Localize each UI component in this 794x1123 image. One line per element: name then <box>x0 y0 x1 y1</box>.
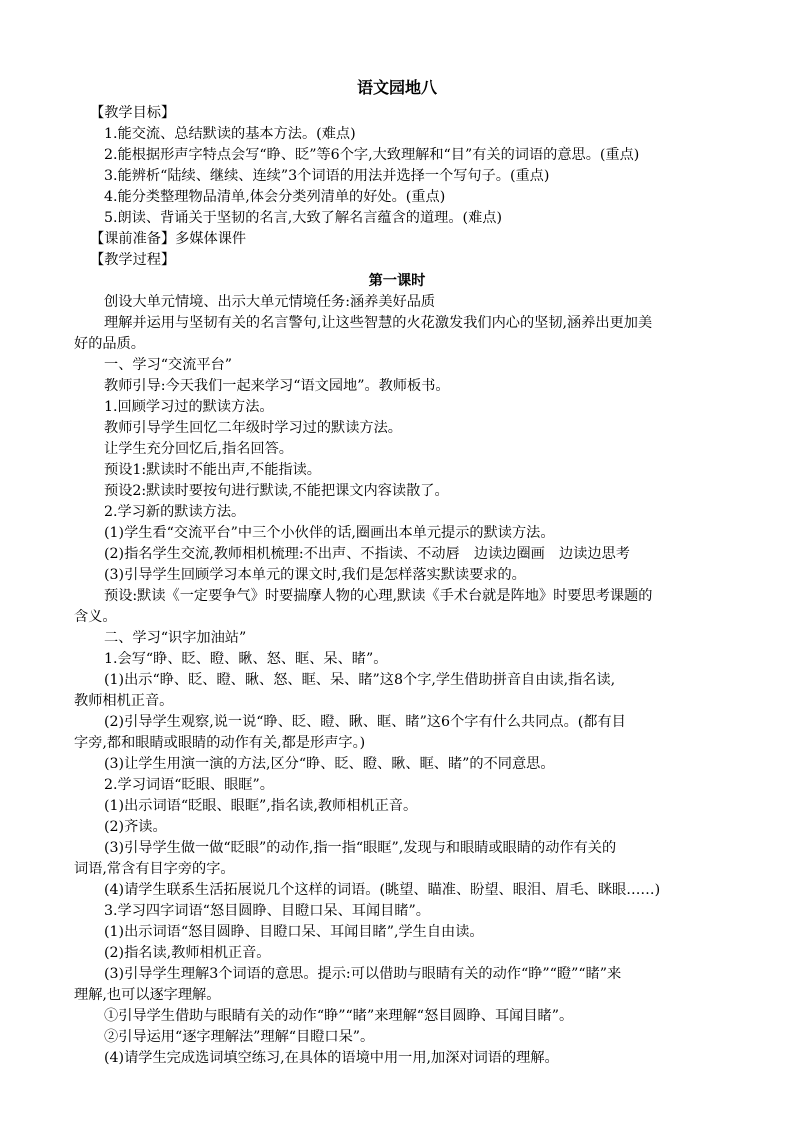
body-line: 预设:默读《一定要争气》时要揣摩人物的心理,默读《手术台就是阵地》时要思考课题的 <box>104 588 653 604</box>
body-line: (1)出示词语“怒目圆睁、目瞪口呆、耳闻目睹”,学生自由读。 <box>104 924 484 940</box>
body-line: 理解,也可以逐字理解。 <box>74 987 221 1003</box>
body-line: 词语,常含有目字旁的字。 <box>74 861 235 877</box>
body-line: 含义。 <box>74 609 117 625</box>
body-line: (1)学生看“交流平台”中三个小伙伴的话,圈画出本单元提示的默读方法。 <box>104 525 555 541</box>
goal-item: 3.能辨析“陆续、继续、连续”3个词语的用法并选择一个写句子。(重点) <box>104 168 550 184</box>
body-line: (2)指名读,教师相机正音。 <box>104 945 271 961</box>
document-title: 语文园地八 <box>356 78 437 97</box>
goal-item: 2.能根据形声字特点会写“睁、眨”等6个字,大致理解和“目”有关的词语的意思。(重点) <box>104 147 640 163</box>
body-line: 好的品质。 <box>74 336 145 352</box>
body-line: ②引导运用“逐字理解法”理解“目瞪口呆”。 <box>104 1029 375 1045</box>
body-line: (4)请学生完成选词填空练习,在具体的语境中用一用,加深对词语的理解。 <box>104 1050 559 1066</box>
body-line: (3)引导学生做一做“眨眼”的动作,指一指“眼眶”,发现与和眼睛或眼睛的动作有关的 <box>104 840 617 856</box>
body-line: 预设2:默读时要按句进行默读,不能把课文内容读散了。 <box>104 483 449 499</box>
body-line: 预设1:默读时不能出声,不能指读。 <box>104 462 321 478</box>
prep-line: 【课前准备】多媒体课件 <box>90 231 247 247</box>
section-heading: 一、学习“交流平台” <box>104 357 233 373</box>
body-line: (2)齐读。 <box>104 819 167 835</box>
body-line: (3)引导学生回顾学习本单元的课文时,我们是怎样落实默读要求的。 <box>104 567 526 583</box>
body-line: 理解并运用与坚韧有关的名言警句,让这些智慧的火花激发我们内心的坚韧,涵养出更加美 <box>104 315 653 331</box>
goal-item: 1.能交流、总结默读的基本方法。(难点) <box>104 126 356 142</box>
body-line: 2.学习词语“眨眼、眼眶”。 <box>104 777 274 793</box>
body-line: 1.会写“睁、眨、瞪、瞅、怒、眶、呆、睹”。 <box>104 651 388 667</box>
body-line: (3)引导学生理解3个词语的意思。提示:可以借助与眼睛有关的动作“睁”“瞪”“睹”来 <box>104 966 622 982</box>
body-line: (2)引导学生观察,说一说“睁、眨、瞪、瞅、眶、睹”这6个字有什么共同点。(都有目 <box>104 714 626 730</box>
body-line: 教师引导:今天我们一起来学习“语文园地”。教师板书。 <box>104 378 450 394</box>
process-heading: 【教学过程】 <box>90 252 176 268</box>
lesson-heading: 第一课时 <box>368 273 426 289</box>
body-line: (3)让学生用演一演的方法,区分“睁、眨、瞪、瞅、眶、睹”的不同意思。 <box>104 756 555 772</box>
body-line: 字旁,都和眼睛或眼睛的动作有关,都是形声字。) <box>74 735 366 751</box>
body-line: (2)指名学生交流,教师相机梳理:不出声、不指读、不动唇 边读边圈画 边读边思考 <box>104 546 630 562</box>
body-line: (1)出示“睁、眨、瞪、瞅、怒、眶、呆、睹”这8个字,学生借助拼音自由读,指名读, <box>104 672 616 688</box>
body-line: 2.学习新的默读方法。 <box>104 504 246 520</box>
body-line: (4)请学生联系生活拓展说几个这样的词语。(眺望、瞄准、盼望、眼泪、眉毛、眯眼……) <box>104 882 661 898</box>
body-line: 教师相机正音。 <box>74 693 174 709</box>
body-line: 3.学习四字词语“怒目圆睁、目瞪口呆、耳闻目睹”。 <box>104 903 430 919</box>
body-line: 教师引导学生回忆二年级时学习过的默读方法。 <box>104 420 402 436</box>
goals-heading: 【教学目标】 <box>90 105 176 121</box>
body-line: (1)出示词语“眨眼、眼眶”,指名读,教师相机正音。 <box>104 798 418 814</box>
goal-item: 5.朗读、背诵关于坚韧的名言,大致了解名言蕴含的道理。(难点) <box>104 210 502 226</box>
body-line: 创设大单元情境、出示大单元情境任务:涵养美好品质 <box>104 294 436 310</box>
goal-item: 4.能分类整理物品清单,体会分类列清单的好处。(重点) <box>104 189 446 205</box>
section-heading: 二、学习“识字加油站” <box>104 630 247 646</box>
body-line: ①引导学生借助与眼睛有关的动作“睁”“睹”来理解“怒目圆睁、耳闻目睹”。 <box>104 1008 574 1024</box>
body-line: 让学生充分回忆后,指名回答。 <box>104 441 293 457</box>
body-line: 1.回顾学习过的默读方法。 <box>104 399 274 415</box>
